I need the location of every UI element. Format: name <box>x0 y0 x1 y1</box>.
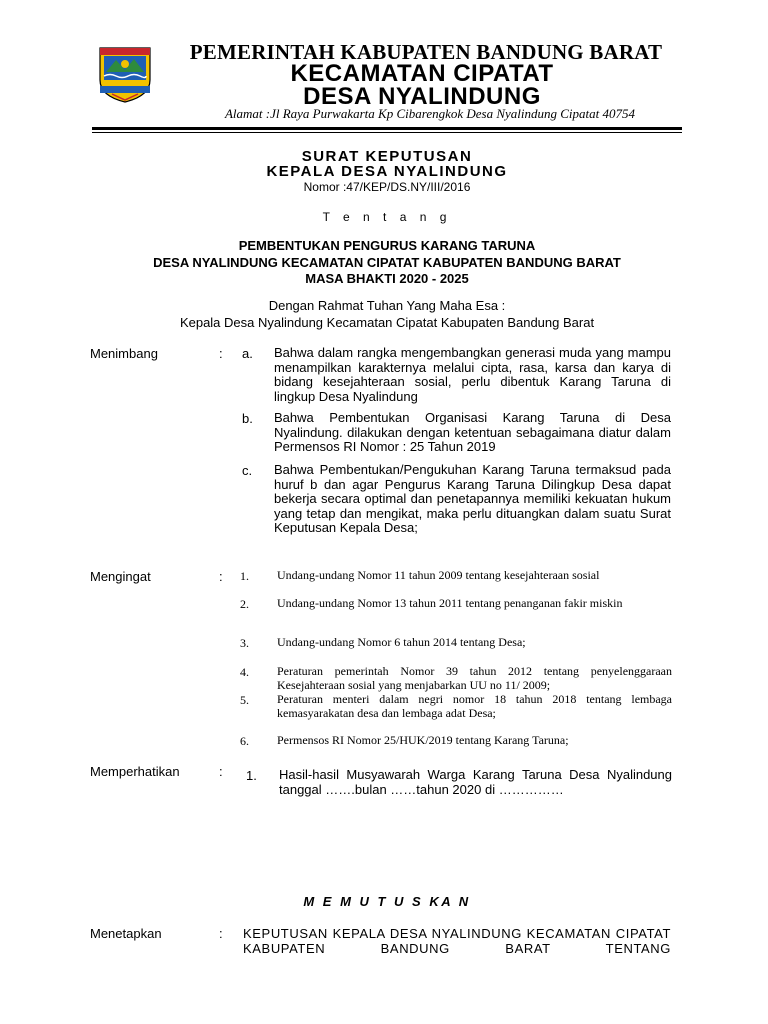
district-heading: KECAMATAN CIPATAT <box>290 60 554 87</box>
decides-heading: M E M U T U S KA N <box>303 894 471 909</box>
menimbang-colon: : <box>219 346 223 361</box>
header-rule-thin <box>92 132 682 133</box>
mengingat-item-3: Undang-undang Nomor 6 tahun 2014 tentang Desa; <box>277 635 526 649</box>
government-heading: PEMERINTAH KABUPATEN BANDUNG BARAT <box>189 40 663 64</box>
mengingat-marker-1: 1. <box>240 569 249 583</box>
mengingat-item-4: Peraturan pemerintah Nomor 39 tahun 2012 tentang penyelenggaraan Kesejahteraan sosial yang menjabarkan UU no 11/ 2009; <box>277 664 672 692</box>
menetapkan-text: KEPUTUSAN KEPALA DESA NYALINDUNG KECAMATAN CIPATAT KABUPATEN BANDUNG BARAT TENTANG <box>243 926 671 956</box>
issuer-line: Kepala Desa Nyalindung Kecamatan Cipatat Kabupaten Bandung Barat <box>179 315 595 330</box>
mengingat-marker-2: 2. <box>240 597 249 611</box>
menimbang-marker-b: b. <box>242 411 253 426</box>
menimbang-marker-c: c. <box>242 463 253 478</box>
mengingat-item-1: Undang-undang Nomor 11 tahun 2009 tentang kesejahteraan sosial <box>277 568 600 582</box>
regency-logo <box>96 42 154 104</box>
about-heading: T e n t a n g <box>322 210 452 224</box>
subject-line-2: DESA NYALINDUNG KECAMATAN CIPATAT KABUPATEN BANDUNG BARAT <box>153 255 621 270</box>
menimbang-item-b: Bahwa Pembentukan Organisasi Karang Taruna di Desa Nyalindung. dilakukan dengan ketentuan sebagaimana diatur dalam Permensos RI Nomor : 25 Tahun 2019 <box>274 410 671 455</box>
mengingat-marker-5: 5. <box>240 693 249 707</box>
decree-number: Nomor :47/KEP/DS.NY/III/2016 <box>303 180 471 194</box>
subject-line-3: MASA BHAKTI 2020 - 2025 <box>305 271 469 286</box>
mengingat-item-6: Permensos RI Nomor 25/HUK/2019 tentang Karang Taruna; <box>277 733 569 747</box>
address-line: Alamat :Jl Raya Purwakarta Kp Cibarengkok Desa Nyalindung Cipatat 40754 <box>224 106 636 121</box>
mengingat-label: Mengingat <box>90 569 151 584</box>
mengingat-colon: : <box>219 569 223 584</box>
menimbang-item-c: Bahwa Pembentukan/Pengukuhan Karang Taruna termaksud pada huruf b dan agar Pengurus Karang Taruna Dilingkup Desa dapat bekerja secara optimal dan penetapannya memiliki kekuatan hukum yang tetap dan mengikat, maka perlu dituangkan dalam suatu Surat Keputusan Kepala Desa; <box>274 462 671 536</box>
decree-issuer: KEPALA DESA NYALINDUNG <box>266 163 508 180</box>
mengingat-marker-6: 6. <box>240 734 249 748</box>
mengingat-item-2: Undang-undang Nomor 13 tahun 2011 tentang penanganan fakir miskin <box>277 596 623 610</box>
memperhatikan-marker-1: 1. <box>246 768 257 783</box>
memperhatikan-colon: : <box>219 764 223 779</box>
menimbang-marker-a: a. <box>242 346 253 361</box>
subject-line-1: PEMBENTUKAN PENGURUS KARANG TARUNA <box>238 238 536 253</box>
memperhatikan-item-1: Hasil-hasil Musyawarah Warga Karang Taruna Desa Nyalindung tanggal …….bulan ……tahun 2020 di …………… <box>279 767 672 797</box>
village-heading: DESA NYALINDUNG <box>303 83 541 110</box>
memperhatikan-label: Memperhatikan <box>90 764 180 779</box>
mengingat-item-5: Peraturan menteri dalam negri nomor 18 tahun 2018 tentang lembaga kemasyarakatan desa dan lembaga adat Desa; <box>277 692 672 720</box>
decree-title: SURAT KEPUTUSAN <box>301 148 473 165</box>
menetapkan-label: Menetapkan <box>90 926 162 941</box>
menimbang-item-a: Bahwa dalam rangka mengembangkan generasi muda yang mampu menampilkan karakternya melalui cipta, rasa, karsa dan karya di bidang kesejahteraan sosial, perlu dibentuk Karang Taruna di lingkup Desa Nyalindung <box>274 345 671 404</box>
mengingat-marker-3: 3. <box>240 636 249 650</box>
menetapkan-colon: : <box>219 926 223 941</box>
mengingat-marker-4: 4. <box>240 665 249 679</box>
invocation-line: Dengan Rahmat Tuhan Yang Maha Esa : <box>268 298 506 313</box>
menimbang-label: Menimbang <box>90 346 158 361</box>
header-rule-thick <box>92 127 682 130</box>
